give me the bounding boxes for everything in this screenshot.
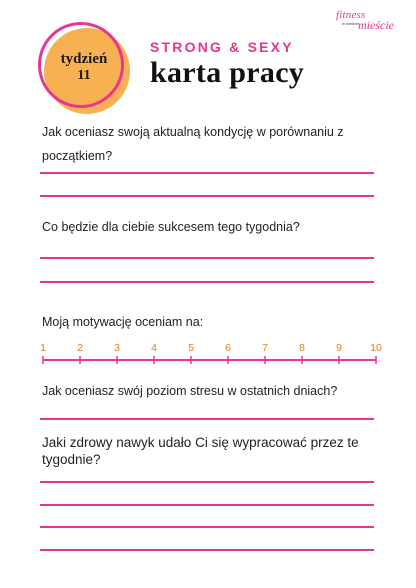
brand-heading: STRONG & SEXY [150, 39, 294, 55]
answer-line[interactable] [40, 526, 374, 528]
scale-label-9: 9 [336, 342, 342, 354]
answer-line[interactable] [40, 195, 374, 197]
scale-label-2: 2 [77, 342, 83, 354]
week-label: tydzień [60, 51, 108, 67]
question-2: Co będzie dla ciebie sukcesem tego tygodnia? [42, 220, 300, 234]
answer-line[interactable] [40, 481, 374, 483]
scale-label-4: 4 [151, 342, 157, 354]
scale-label-5: 5 [188, 342, 194, 354]
week-number: 11 [77, 68, 91, 83]
scale-label-8: 8 [299, 342, 305, 354]
brand-logo [336, 9, 406, 35]
scale-label-7: 7 [262, 342, 268, 354]
scale-label-6: 6 [225, 342, 231, 354]
answer-line[interactable] [40, 549, 374, 551]
logo-text-w-wielkim: w wielkim [342, 21, 360, 26]
answer-line[interactable] [40, 281, 374, 283]
answer-line[interactable] [40, 504, 374, 506]
week-badge [38, 22, 130, 114]
motivation-scale[interactable] [40, 342, 380, 366]
page-title: karta pracy [150, 56, 305, 89]
scale-label-1: 1 [40, 342, 46, 354]
question-5-line-1: Jaki zdrowy nawyk udało Ci się wypracować przez te [42, 435, 359, 450]
question-4: Jak oceniasz swój poziom stresu w ostatnich dniach? [42, 384, 338, 398]
question-3: Moją motywację oceniam na: [42, 315, 204, 329]
answer-line[interactable] [40, 172, 374, 174]
question-1-line-2: początkiem? [42, 149, 113, 163]
scale-label-3: 3 [114, 342, 120, 354]
question-1-line-1: Jak oceniasz swoją aktualną kondycję w porównaniu z [42, 125, 344, 139]
logo-text-fitness: fitness [336, 9, 366, 21]
answer-line[interactable] [40, 418, 374, 420]
answer-line[interactable] [40, 257, 374, 259]
scale-axis [40, 342, 380, 366]
question-5-line-2: tygodnie? [42, 452, 101, 467]
logo-text-miescie: mieście [358, 18, 394, 32]
scale-label-10: 10 [370, 342, 382, 354]
